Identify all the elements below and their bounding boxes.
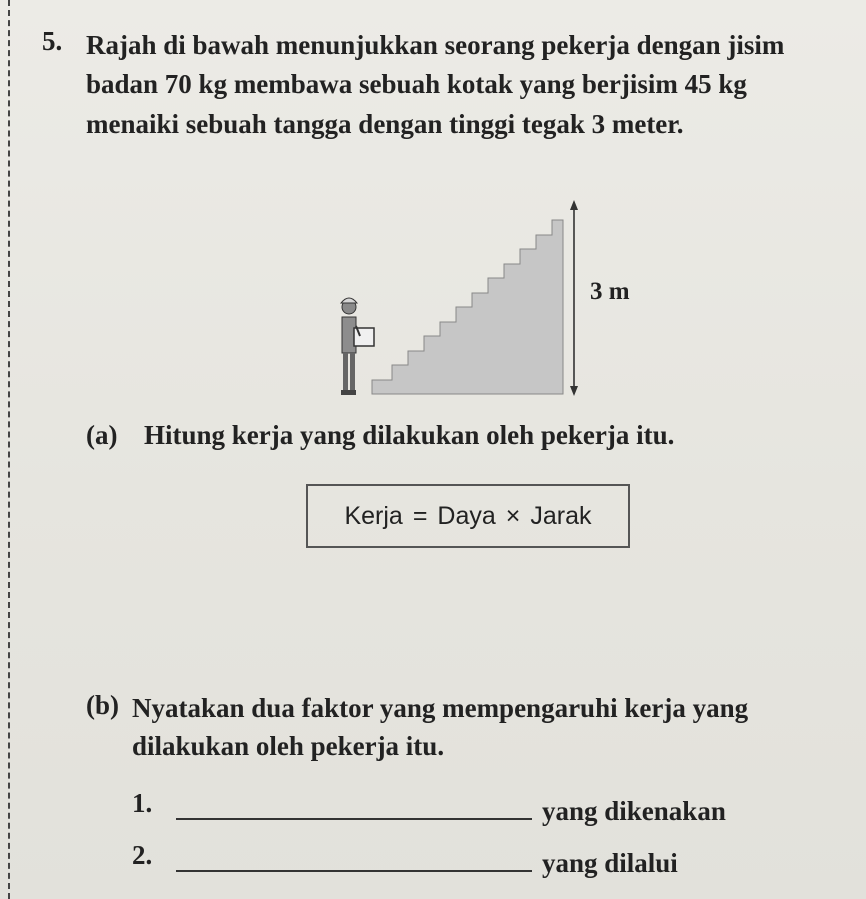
formula-distance: Jarak (530, 501, 592, 530)
staircase-figure (320, 196, 590, 405)
worker-figure (341, 298, 374, 395)
part-b-question (132, 690, 748, 766)
part-b-letter: (b) (86, 690, 119, 720)
part-a-letter: (a) (86, 420, 118, 450)
emphasis-two: dua (251, 693, 295, 723)
height-label: 3 m (590, 278, 630, 305)
height-arrow-bottom (570, 386, 578, 396)
part-b-line-2: dilakukan oleh pekerja itu. (132, 730, 445, 761)
height-arrow-top (570, 200, 578, 210)
formula-times: × (505, 501, 521, 530)
answer-number: 1. (132, 788, 153, 818)
answer-blank-2[interactable] (176, 870, 532, 872)
part-b-line-1: Nyatakan dua faktor yang mempengaruhi kerja yang (132, 693, 749, 723)
question-line-3: menaiki sebuah tangga dengan tinggi tegak 3 meter. (86, 108, 684, 139)
question-line-1: Rajah di bawah menunjukkan seorang pekerja dengan jisim (86, 30, 785, 60)
margin-cut-line (8, 0, 10, 899)
question-text (86, 26, 856, 144)
staircase-shape (372, 220, 563, 394)
part-a-question: Hitung kerja yang dilakukan oleh pekerja itu. (144, 420, 675, 450)
answer-suffix: yang dilalui (542, 848, 678, 878)
question-number: 5. (42, 26, 63, 56)
question-line-2: badan 70 kg membawa sebuah kotak yang berjisim 45 kg (86, 69, 747, 100)
answer-number: 2. (132, 840, 153, 870)
formula-box (306, 484, 630, 548)
staircase-diagram (320, 196, 590, 400)
answer-suffix: yang dikenakan (542, 796, 726, 826)
formula-work: Kerja (344, 501, 403, 530)
formula-equals: = (412, 501, 428, 530)
answer-blank-1[interactable] (176, 818, 532, 820)
formula-force: Daya (437, 501, 496, 530)
